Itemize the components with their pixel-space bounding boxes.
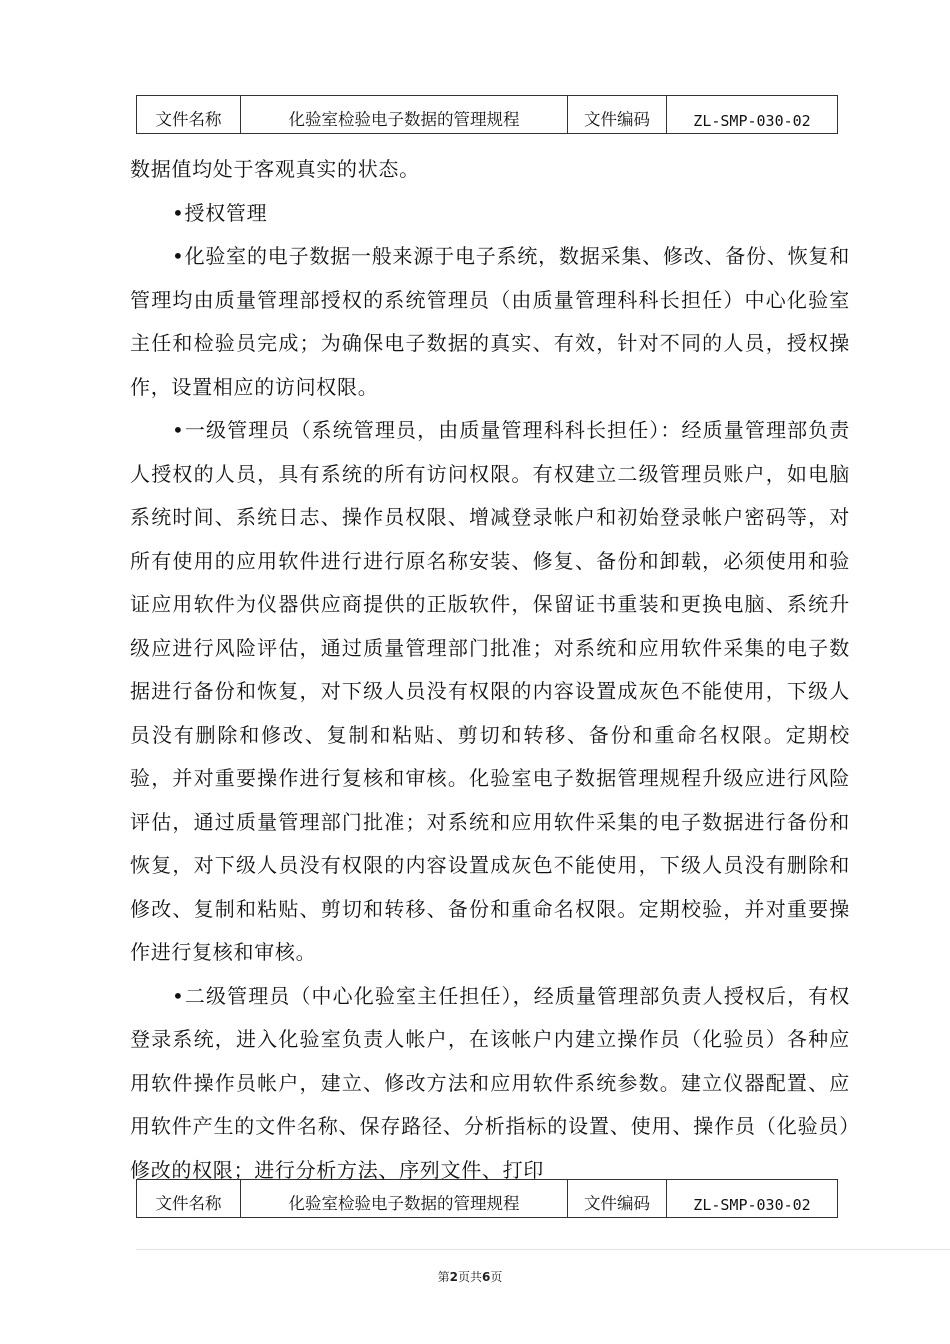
file-code-label: 文件编码 — [568, 1180, 667, 1217]
header-table-bottom — [136, 1179, 838, 1218]
paragraph: •化验室的电子数据一般来源于电子系统，数据采集、修改、备份、恢复和管理均由质量管理部授权的系统管理员（由质量管理科科长担任）中心化验室主任和检验员完成；为确保电子数据的真实、有效，针对不同的人员，授权操作，设置相应的访问权限。 — [130, 244, 850, 399]
page-prefix: 第 — [437, 1270, 450, 1284]
document-title: 化验室检验电子数据的管理规程 — [241, 1180, 568, 1217]
document-title: 化验室检验电子数据的管理规程 — [241, 96, 568, 133]
footer-divider — [136, 1249, 950, 1250]
page-number — [0, 1268, 940, 1285]
file-name-label: 文件名称 — [137, 96, 241, 133]
file-name-label: 文件名称 — [137, 1180, 241, 1217]
page-suffix: 页 — [490, 1270, 503, 1284]
paragraph: 数据值均处于客观真实的状态。 — [130, 157, 420, 181]
page-middle: 页共 — [457, 1270, 482, 1284]
file-code-label: 文件编码 — [568, 96, 667, 133]
document-code: ZL-SMP-030-02 — [693, 112, 811, 130]
paragraph: •一级管理员（系统管理员，由质量管理科科长担任）：经质量管理部负责人授权的人员，具有系统的所有访问权限。有权建立二级管理员账户，如电脑系统时间、系统日志、操作员权限、增减登录帐户和初始登录帐户密码等，对所有使用的应用软件进行进行原名称安装、修复、备份和卸载，必须使用和验证应用软件为仪器供应商提供的正版软件，保留证书重装和更换电脑、系统升级应进行风险评估，通过质量管理部门批准；对系统和应用软件采集的电子数据进行备份和恢复，对下级人员没有权限的内容设置成灰色不能使用，下级人员没有删除和修改、复制和粘贴、剪切和转移、备份和重命名权限。定期校验，并对重要操作进行复核和审核。化验室电子数据管理规程升级应进行风险评估，通过质量管理部门批准；对系统和应用软件采集的电子数据进行备份和恢复，对下级人员没有权限的内容设置成灰色不能使用，下级人员没有删除和修改、复制和粘贴、剪切和转移、备份和重命名权限。定期校验，并对重要操作进行复核和审核。 — [130, 418, 850, 964]
section-heading: •授权管理 — [172, 200, 268, 225]
header-table-top — [136, 95, 838, 134]
current-page: 2 — [449, 1270, 458, 1284]
total-pages: 6 — [482, 1270, 491, 1284]
paragraph: •二级管理员（中心化验室主任担任），经质量管理部负责人授权后，有权登录系统，进入化验室负责人帐户，在该帐户内建立操作员（化验员）各种应用软件操作员帐户，建立、修改方法和应用软件系统参数。建立仪器配置、应用软件产生的文件名称、保存路径、分析指标的设置、使用、操作员（化验员）修改的权限；进行分析方法、序列文件、打印 — [130, 983, 850, 1182]
document-body — [130, 148, 850, 1192]
document-code: ZL-SMP-030-02 — [693, 1196, 811, 1214]
